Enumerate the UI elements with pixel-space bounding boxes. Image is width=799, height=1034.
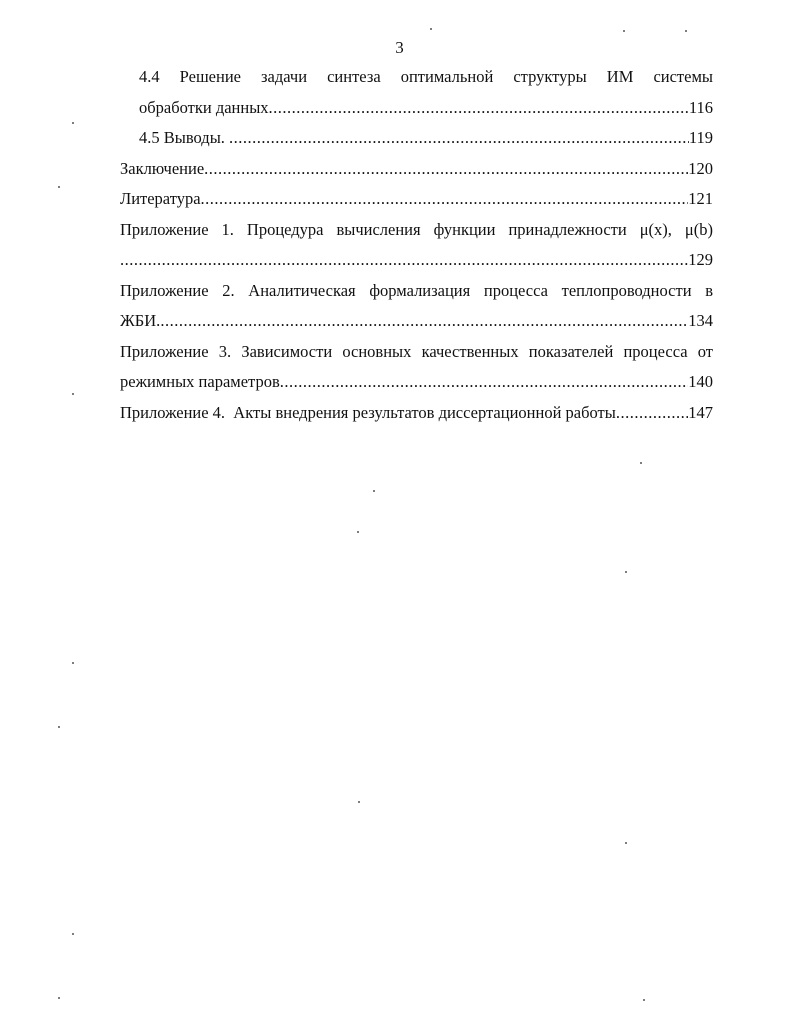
page-number: 3	[395, 38, 404, 57]
toc-page-number: 120	[688, 158, 713, 178]
dot-leader	[229, 123, 689, 154]
toc-entry-conclusion	[120, 154, 713, 185]
toc-page-number: 116	[688, 97, 713, 117]
toc-page-number: 140	[688, 372, 713, 391]
toc-page-number: 119	[688, 128, 713, 147]
toc-entry-title: Приложение 4. Акты внедрения результатов диссертационной работы	[120, 402, 616, 422]
dot-leader	[269, 93, 689, 124]
toc-entry-literature	[120, 184, 713, 215]
toc-entry-title: Приложение 2. Аналитическая формализация процесса теплопроводности в	[120, 280, 713, 300]
toc-page-number: 147	[688, 402, 713, 422]
toc-entry-title: Литература	[120, 189, 201, 208]
toc-page-number: 134	[688, 311, 713, 330]
toc-entry-title: 4.5 Выводы.	[139, 128, 230, 147]
toc-entry-title-continued: режимных параметров	[120, 372, 280, 391]
dot-leader	[616, 398, 688, 429]
toc-entry-4-4	[120, 62, 713, 123]
toc-entry-appendix-2	[120, 276, 713, 337]
toc-entry-title: 4.4 Решение задачи синтеза оптимальной структуры ИМ системы	[139, 67, 713, 86]
dot-leader	[160, 306, 688, 337]
toc-entry-title-continued: ЖБИ.	[120, 311, 161, 330]
toc-page-number: 129	[688, 250, 713, 269]
toc-entry-title: Приложение 1. Процедура вычисления функции принадлежности μ(x), μ(b)	[120, 219, 713, 239]
dot-leader	[280, 367, 689, 398]
table-of-contents	[120, 62, 713, 428]
toc-entry-title: Заключение	[120, 158, 205, 178]
toc-entry-4-5	[120, 123, 713, 154]
dot-leader	[201, 184, 689, 215]
toc-page-number: 121	[688, 189, 713, 208]
dot-leader	[120, 245, 688, 276]
dot-leader	[204, 154, 688, 185]
toc-entry-title-continued: обработки данных	[139, 97, 269, 117]
toc-entry-appendix-3	[120, 337, 713, 398]
toc-entry-appendix-4	[120, 398, 713, 429]
toc-entry-title: Приложение 3. Зависимости основных качественных показателей процесса от	[120, 341, 713, 361]
toc-entry-appendix-1	[120, 215, 713, 276]
